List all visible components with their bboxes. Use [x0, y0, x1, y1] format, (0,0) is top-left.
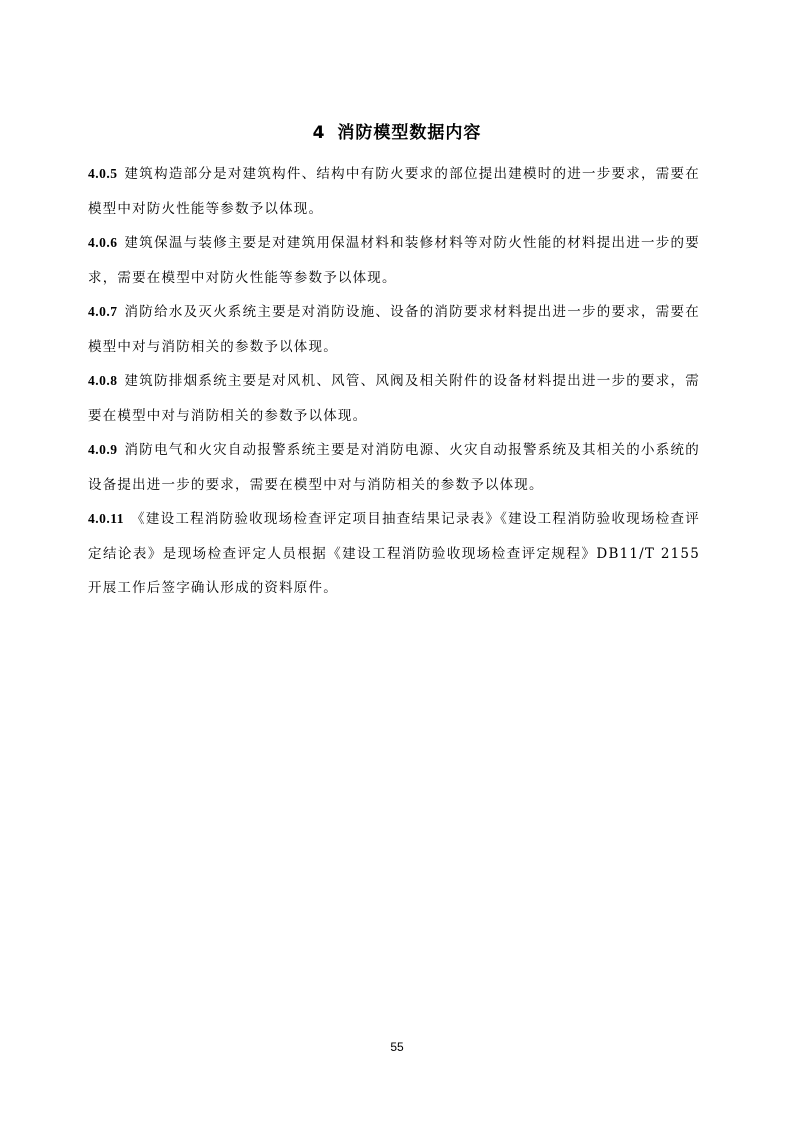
clause-text: 《建设工程消防验收现场检查评定项目抽查结果记录表》《建设工程消防验收现场检查评定结论表》是现场检查评定人员根据《建设工程消防验收现场检查评定规程》DB11/T 2155 开展工作后签字确认形成的资料原件。	[88, 511, 700, 596]
clause-4-0-9	[88, 433, 700, 502]
page-number: 55	[390, 1040, 404, 1054]
clause-4-0-6	[88, 226, 700, 295]
clause-number: 4.0.11	[88, 511, 125, 526]
clause-number: 4.0.9	[88, 442, 118, 457]
clause-text: 建筑保温与装修主要是对建筑用保温材料和装修材料等对防火性能的材料提出进一步的要求，需要在模型中对防火性能等参数予以体现。	[88, 235, 700, 286]
clause-text: 建筑构造部分是对建筑构件、结构中有防火要求的部位提出建模时的进一步要求，需要在模型中对防火性能等参数予以体现。	[88, 166, 700, 217]
chapter-number: 4	[312, 123, 326, 143]
clause-text: 建筑防排烟系统主要是对风机、风管、风阀及相关附件的设备材料提出进一步的要求，需要在模型中对与消防相关的参数予以体现。	[88, 373, 700, 424]
clause-4-0-7	[88, 295, 700, 364]
clause-text: 消防给水及灭火系统主要是对消防设施、设备的消防要求材料提出进一步的要求，需要在模型中对与消防相关的参数予以体现。	[88, 304, 700, 355]
chapter-title	[0, 118, 794, 143]
clause-number: 4.0.5	[88, 166, 118, 181]
clause-4-0-8	[88, 364, 700, 433]
clause-text: 消防电气和火灾自动报警系统主要是对消防电源、火灾自动报警系统及其相关的小系统的设备提出进一步的要求，需要在模型中对与消防相关的参数予以体现。	[88, 442, 700, 493]
clause-number: 4.0.6	[88, 235, 118, 250]
clause-number: 4.0.7	[88, 304, 118, 319]
clause-number: 4.0.8	[88, 373, 118, 388]
clause-4-0-11	[88, 502, 700, 606]
chapter-title-text: 消防模型数据内容	[337, 123, 482, 143]
clause-4-0-5	[88, 157, 700, 226]
chapter-body	[88, 157, 700, 606]
